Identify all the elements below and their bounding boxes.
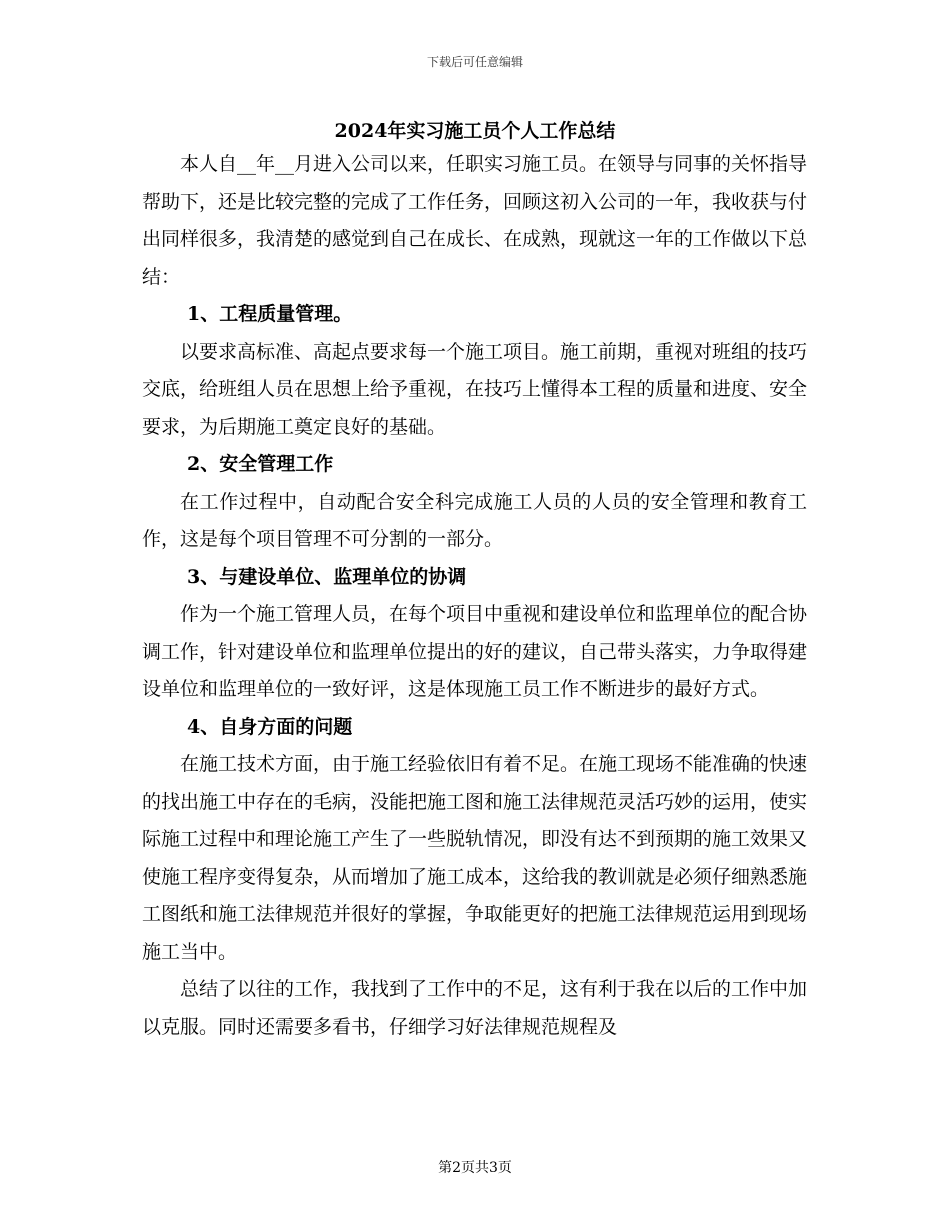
paragraph-coordination: 作为一个施工管理人员，在每个项目中重视和建设单位和监理单位的配合协调工作，针对建设单位和监理单位提出的好的建议，自己带头落实，力争取得建设单位和监理单位的一致好评，这是体现施工员工作不断进步的最好方式。: [142, 603, 808, 700]
paragraph-summary: 总结了以往的工作，我找到了工作中的不足，这有利于我在以后的工作中加以克服。同时还需要多看书，仔细学习好法律规范规程及: [142, 978, 808, 1038]
paragraph-safety: 在工作过程中，自动配合安全科完成施工人员的人员的安全管理和教育工作，这是每个项目管理不可分割的一部分。: [142, 490, 807, 550]
section-heading-self-issues: 4、自身方面的问题: [187, 715, 353, 738]
document-body: [142, 146, 807, 1046]
page-number-footer: 第2页共3页: [438, 1160, 512, 1176]
section-heading-coordination: 3、与建设单位、监理单位的协调: [187, 565, 467, 588]
section-heading-safety: 2、安全管理工作: [187, 453, 334, 475]
header-note: 下载后可任意编辑: [426, 55, 523, 69]
section-heading-quality: 1、工程质量管理。: [187, 303, 353, 325]
document-title: 2024年实习施工员个人工作总结: [334, 120, 616, 142]
paragraph-self-issues: 在施工技术方面，由于施工经验依旧有着不足。在施工现场不能准确的快速的找出施工中存在的毛病，没能把施工图和施工法律规范灵活巧妙的运用，使实际施工过程中和理论施工产生了一些脱轨情况，即没有达不到预期的施工效果又使施工程序变得复杂，从而增加了施工成本，这给我的教训就是必须仔细熟悉施工图纸和施工法律规范并很好的掌握，争取能更好的把施工法律规范运用到现场施工当中。: [142, 753, 808, 963]
paragraph-intro: 本人自__年__月进入公司以来，任职实习施工员。在领导与同事的关怀指导帮助下，还是比较完整的完成了工作任务，回顾这初入公司的一年，我收获与付出同样很多，我清楚的感觉到自己在成长、在成熟，现就这一年的工作做以下总结：: [142, 153, 808, 288]
paragraph-quality: 以要求高标准、高起点要求每一个施工项目。施工前期，重视对班组的技巧交底，给班组人员在思想上给予重视，在技巧上懂得本工程的质量和进度、安全要求，为后期施工奠定良好的基础。: [142, 340, 808, 438]
